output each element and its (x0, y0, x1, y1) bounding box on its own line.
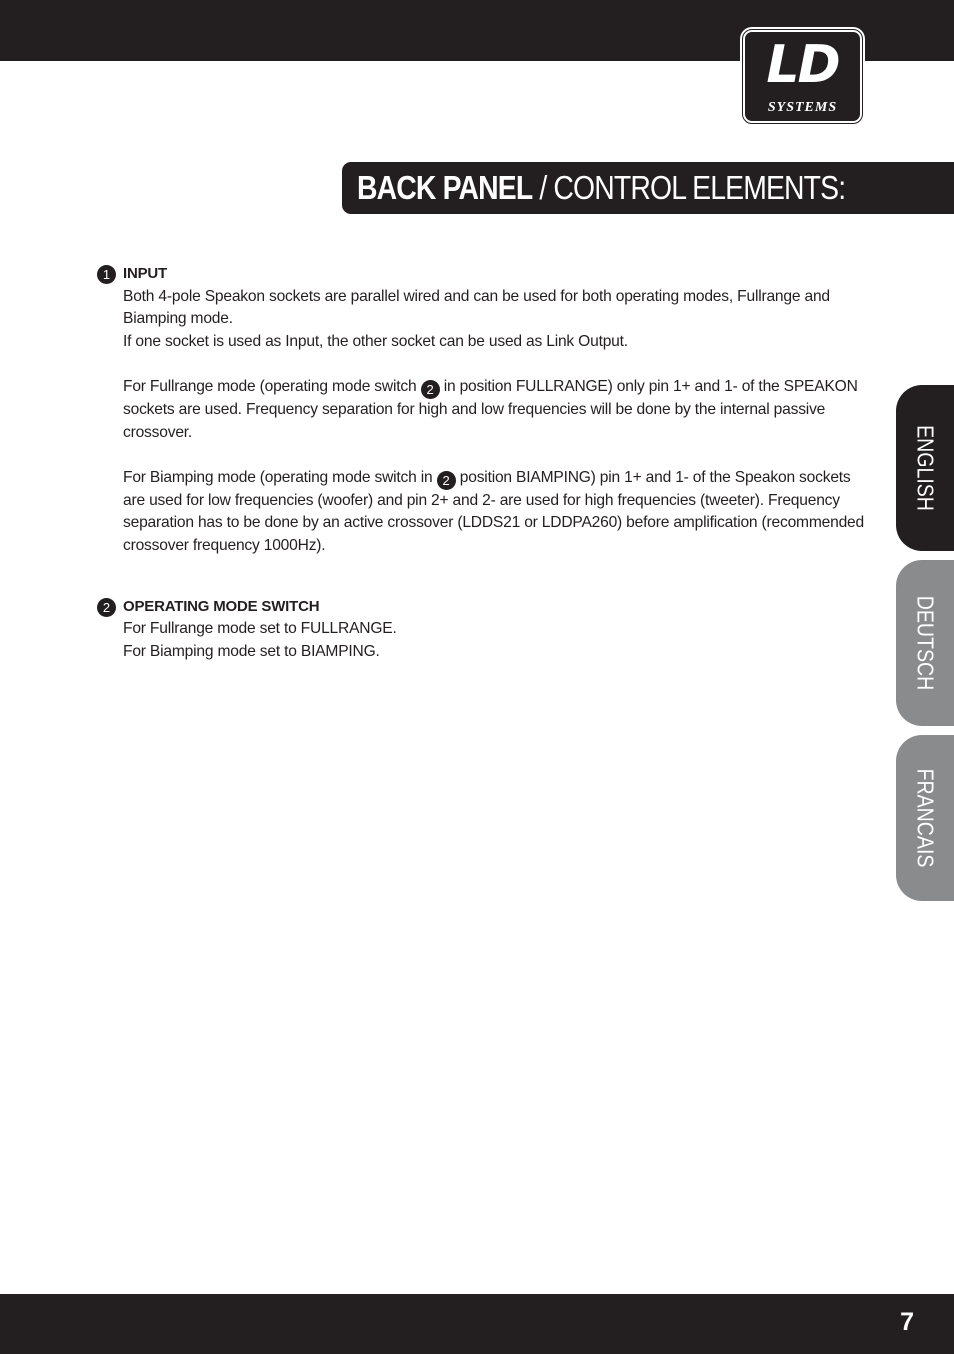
tab-francais-label: FRANCAIS (912, 768, 939, 868)
section-title-bar (342, 162, 954, 214)
tab-english[interactable] (896, 385, 954, 551)
section-input (97, 263, 867, 558)
paragraph: For Fullrange mode set to FULLRANGE. (123, 620, 397, 638)
tab-english-label: ENGLISH (912, 425, 939, 511)
tab-deutsch[interactable] (896, 560, 954, 726)
section-heading: INPUT (123, 265, 168, 282)
section-operating-mode-switch (97, 596, 867, 664)
paragraph-text: For Fullrange mode (operating mode switch (123, 377, 421, 395)
page-title (357, 168, 845, 208)
reference-badge: 2 (437, 471, 456, 490)
paragraph (123, 467, 867, 558)
ld-systems-logo (740, 27, 865, 126)
paragraph: For Biamping mode set to BIAMPING. (123, 642, 380, 660)
logo-badge (743, 30, 862, 123)
page-number: 7 (900, 1308, 914, 1336)
tab-deutsch-label: DEUTSCH (912, 595, 939, 691)
paragraph-text: in position FULLRANGE) only pin 1+ and 1- of the SPEAKON sockets are used. Frequency separation for high and low frequencies will be done by the internal passive crossover. (123, 377, 858, 441)
tab-francais[interactable] (896, 735, 954, 901)
page-title-bold: BACK PANEL (357, 169, 533, 206)
main-content (97, 263, 867, 663)
footer-bar (0, 1294, 954, 1354)
logo-systems-text: SYSTEMS (767, 100, 838, 115)
logo-ld-text: LD (766, 35, 839, 95)
section-number-badge: 2 (97, 598, 116, 617)
paragraph (123, 376, 867, 444)
paragraph: Both 4-pole Speakon sockets are parallel wired and can be used for both operating modes, Fullrange and Biamping mode. (123, 287, 830, 328)
section-heading: OPERATING MODE SWITCH (123, 597, 320, 615)
page-title-rest: / CONTROL ELEMENTS: (532, 169, 846, 206)
section-number-badge: 1 (97, 265, 116, 284)
paragraph: If one socket is used as Input, the other socket can be used as Link Output. (123, 332, 628, 350)
reference-badge: 2 (421, 380, 440, 399)
paragraph-text: position BIAMPING) pin 1+ and 1- of the Speakon sockets are used for low frequencies (woofer) and pin 2+ and 2- are used for high frequencies (tweeter). Frequency separation has to be done by an active crossover (LDDS21 or LDDPA260) before amplification (recommended crossover frequency 1000Hz). (123, 468, 865, 554)
paragraph-text: For Biamping mode (operating mode switch in (123, 468, 437, 486)
